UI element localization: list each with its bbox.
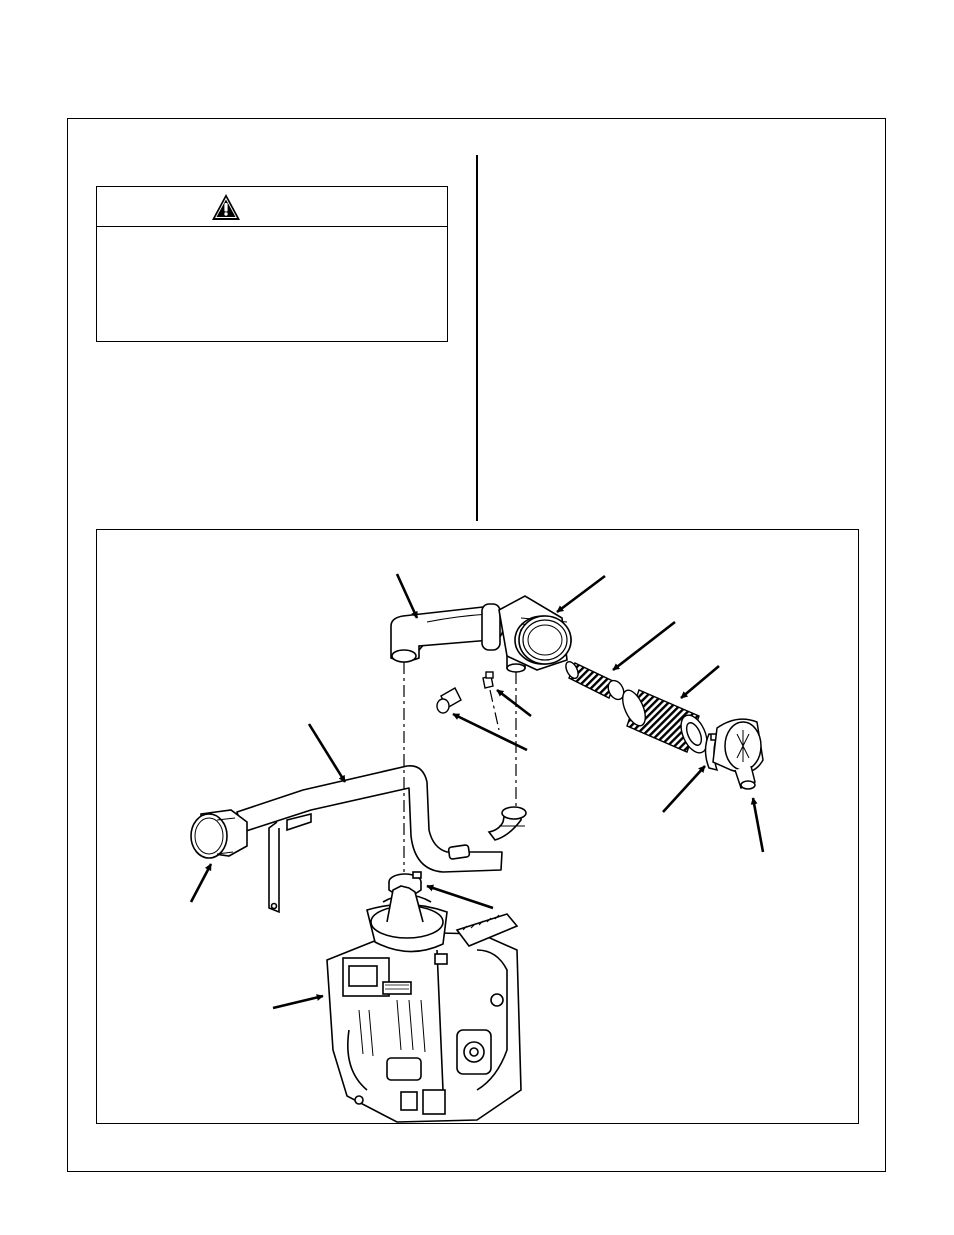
arrow-engine bbox=[273, 996, 323, 1008]
cover bbox=[713, 719, 763, 789]
warning-triangle-icon bbox=[211, 193, 241, 221]
arrow-rain-cap bbox=[191, 864, 211, 902]
restriction-indicator bbox=[437, 688, 461, 713]
arrow-cover bbox=[753, 798, 763, 852]
fitting bbox=[483, 672, 493, 688]
engine bbox=[327, 886, 521, 1122]
warning-box bbox=[96, 186, 448, 342]
arrow-intake-tube bbox=[309, 724, 345, 782]
column-divider bbox=[476, 155, 478, 521]
intake-tube bbox=[237, 766, 526, 912]
arrow-hose-clamp bbox=[427, 886, 493, 908]
parts-figure bbox=[96, 529, 859, 1124]
warning-header bbox=[97, 187, 447, 227]
arrow-air-cleaner-housing bbox=[557, 576, 605, 612]
rain-cap bbox=[191, 810, 247, 858]
arrow-outer-filter-element bbox=[681, 666, 719, 698]
warning-body bbox=[97, 227, 447, 341]
arrow-housing-clamp bbox=[663, 766, 705, 812]
arrow-elbow-tube bbox=[397, 574, 417, 618]
arrow-inner-filter-element bbox=[613, 622, 675, 670]
outer-filter-element bbox=[618, 687, 712, 757]
arrow-fitting bbox=[497, 690, 531, 716]
